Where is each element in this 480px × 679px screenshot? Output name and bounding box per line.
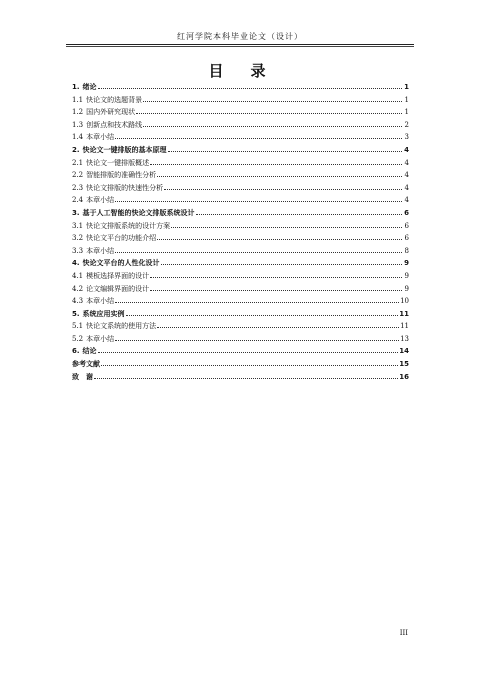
toc-entry[interactable] <box>72 169 409 182</box>
toc-entry-page: 8 <box>404 246 409 255</box>
toc-entry[interactable] <box>72 358 409 371</box>
toc-entry-number: 4.1 <box>72 271 84 280</box>
page-number: III <box>399 629 408 637</box>
toc-entry-title: 快论文一键排版概述 <box>86 158 150 167</box>
toc-entry-title: 绪论 <box>82 83 97 91</box>
toc-dot-leader <box>126 314 399 316</box>
toc-dot-leader <box>94 377 398 379</box>
toc-entry[interactable] <box>72 270 409 283</box>
page-title: 目 录 <box>208 62 272 80</box>
toc-entry-page: 9 <box>404 284 409 293</box>
toc-entry[interactable] <box>72 119 409 132</box>
toc-dot-leader <box>101 364 398 366</box>
toc-entry-title: 国内外研究现状 <box>86 108 136 117</box>
toc-entry-number: 4. <box>72 259 80 268</box>
toc-entry-title: 快论文排版的快速性分析 <box>86 183 164 192</box>
toc-entry-page: 6 <box>404 208 409 217</box>
toc-entry-title: 本章小结 <box>86 133 115 142</box>
toc-entry-title: 快论文一键排版的基本原理 <box>82 145 167 154</box>
toc-dot-leader <box>115 339 399 341</box>
toc-entry-page: 2 <box>404 120 409 129</box>
header-rule-thin <box>66 46 414 47</box>
toc-entry[interactable] <box>72 333 409 346</box>
toc-dot-leader <box>143 100 402 102</box>
toc-dot-leader <box>196 213 402 215</box>
toc-entry-number: 4.3 <box>72 297 84 306</box>
toc-entry-number: 2. <box>72 145 80 154</box>
toc-entry-page: 10 <box>400 297 409 306</box>
toc-entry-page: 6 <box>404 234 409 243</box>
toc-entry-page: 6 <box>404 221 409 230</box>
toc-entry-title: 智能排版的准确性分析 <box>86 171 157 180</box>
toc-entry-page: 4 <box>404 158 409 167</box>
toc-entry-number: 3. <box>72 208 80 217</box>
toc-entry-number: 2.1 <box>72 158 84 167</box>
toc-entry-page: 11 <box>400 322 409 331</box>
toc-entry-title: 本章小结 <box>86 297 115 306</box>
toc-entry-title: 本章小结 <box>86 246 115 255</box>
toc-entry-title: 本章小结 <box>86 196 115 205</box>
toc-entry[interactable] <box>72 345 409 358</box>
toc-entry[interactable] <box>72 81 409 94</box>
toc-entry[interactable] <box>72 106 409 119</box>
toc-dot-leader <box>150 276 402 278</box>
toc-entry-number: 3.3 <box>72 246 84 255</box>
toc-entry-page: 9 <box>404 259 409 268</box>
toc-dot-leader <box>98 351 399 353</box>
toc-dot-leader <box>161 263 402 265</box>
toc-entry-title: 论文编辑界面的设计 <box>86 284 150 293</box>
toc-dot-leader <box>157 175 402 177</box>
toc-entry-page: 4 <box>404 145 409 154</box>
toc-entry-number: 1.2 <box>72 108 84 117</box>
toc-entry-page: 13 <box>400 334 409 343</box>
toc-entry-title: 参考文献 <box>72 360 100 369</box>
toc-entry-page: 14 <box>399 347 409 356</box>
toc-dot-leader <box>115 251 402 253</box>
toc-entry[interactable] <box>72 220 409 233</box>
toc-entry-page: 16 <box>399 372 409 381</box>
toc-entry-number: 2.4 <box>72 196 84 205</box>
toc-entry-number: 1.1 <box>72 95 84 104</box>
toc-entry[interactable] <box>72 94 409 107</box>
toc-entry[interactable] <box>72 194 409 207</box>
toc-entry-page: 3 <box>404 133 409 142</box>
toc-dot-leader <box>115 137 402 139</box>
toc-entry-number: 1. <box>72 83 80 91</box>
toc-entry[interactable] <box>72 144 409 157</box>
toc-entry-number: 4.2 <box>72 284 84 293</box>
toc-dot-leader <box>150 289 402 291</box>
toc-dot-leader <box>143 125 402 127</box>
toc-entry-title: 本章小结 <box>86 334 115 343</box>
toc-dot-leader <box>168 150 402 152</box>
toc-dot-leader <box>115 200 402 202</box>
toc-entry-page: 4 <box>404 196 409 205</box>
toc-dot-leader <box>98 87 402 89</box>
toc-entry-page: 1 <box>404 83 409 91</box>
toc-dot-leader <box>157 326 399 328</box>
toc-entry-number: 6. <box>72 347 80 356</box>
toc-entry-title: 快论文排版系统的设计方案 <box>86 221 171 230</box>
header-rule <box>66 44 414 45</box>
toc-entry[interactable] <box>72 371 409 384</box>
toc-dot-leader <box>164 188 402 190</box>
toc-entry-page: 11 <box>399 309 409 318</box>
toc-dot-leader <box>136 112 402 114</box>
toc-entry-number: 1.3 <box>72 120 84 129</box>
toc-entry[interactable] <box>72 283 409 296</box>
toc-entry-title: 基于人工智能的快论文排版系统设计 <box>82 208 195 217</box>
toc-entry-number: 2.3 <box>72 183 84 192</box>
running-header: 红河学院本科毕业论文（设计） <box>177 32 303 41</box>
toc-entry-page: 1 <box>404 108 409 117</box>
toc-entry-title: 快论文的选题背景 <box>86 95 143 104</box>
toc-entry[interactable] <box>72 207 409 220</box>
toc-entry[interactable] <box>72 232 409 245</box>
toc-dot-leader <box>157 238 402 240</box>
toc-entry-number: 1.4 <box>72 133 84 142</box>
toc-entry-title: 结论 <box>82 347 97 356</box>
toc-entry-number: 3.1 <box>72 221 84 230</box>
toc-entry[interactable] <box>72 157 409 170</box>
toc-entry[interactable] <box>72 308 409 321</box>
toc-entry-page: 9 <box>404 271 409 280</box>
toc-entry-title: 快论文平台的功能介绍 <box>86 234 157 243</box>
toc-entry-title: 创新点和技术路线 <box>86 120 143 129</box>
toc-dot-leader <box>171 226 402 228</box>
toc-dot-leader <box>115 301 399 303</box>
toc-entry-title: 快论文系统的使用方法 <box>86 322 157 331</box>
toc-entry-title: 快论文平台的人性化设计 <box>82 259 160 268</box>
toc-entry-number: 3.2 <box>72 234 84 243</box>
table-of-contents <box>72 81 409 383</box>
toc-entry[interactable] <box>72 245 409 258</box>
toc-entry[interactable] <box>72 320 409 333</box>
toc-entry-page: 4 <box>404 171 409 180</box>
toc-entry-page: 1 <box>404 95 409 104</box>
toc-entry-number: 5.2 <box>72 334 84 343</box>
toc-entry-title: 致 谢 <box>72 372 93 381</box>
toc-entry-number: 5.1 <box>72 322 84 331</box>
toc-entry-title: 模板选择界面的设计 <box>86 271 150 280</box>
toc-entry[interactable] <box>72 131 409 144</box>
toc-entry-page: 4 <box>404 183 409 192</box>
toc-entry-number: 2.2 <box>72 171 84 180</box>
toc-dot-leader <box>150 163 402 165</box>
toc-entry[interactable] <box>72 295 409 308</box>
toc-entry-title: 系统应用实例 <box>82 309 125 318</box>
toc-entry[interactable] <box>72 182 409 195</box>
toc-entry[interactable] <box>72 257 409 270</box>
toc-entry-number: 5. <box>72 309 80 318</box>
toc-entry-page: 15 <box>399 360 409 369</box>
